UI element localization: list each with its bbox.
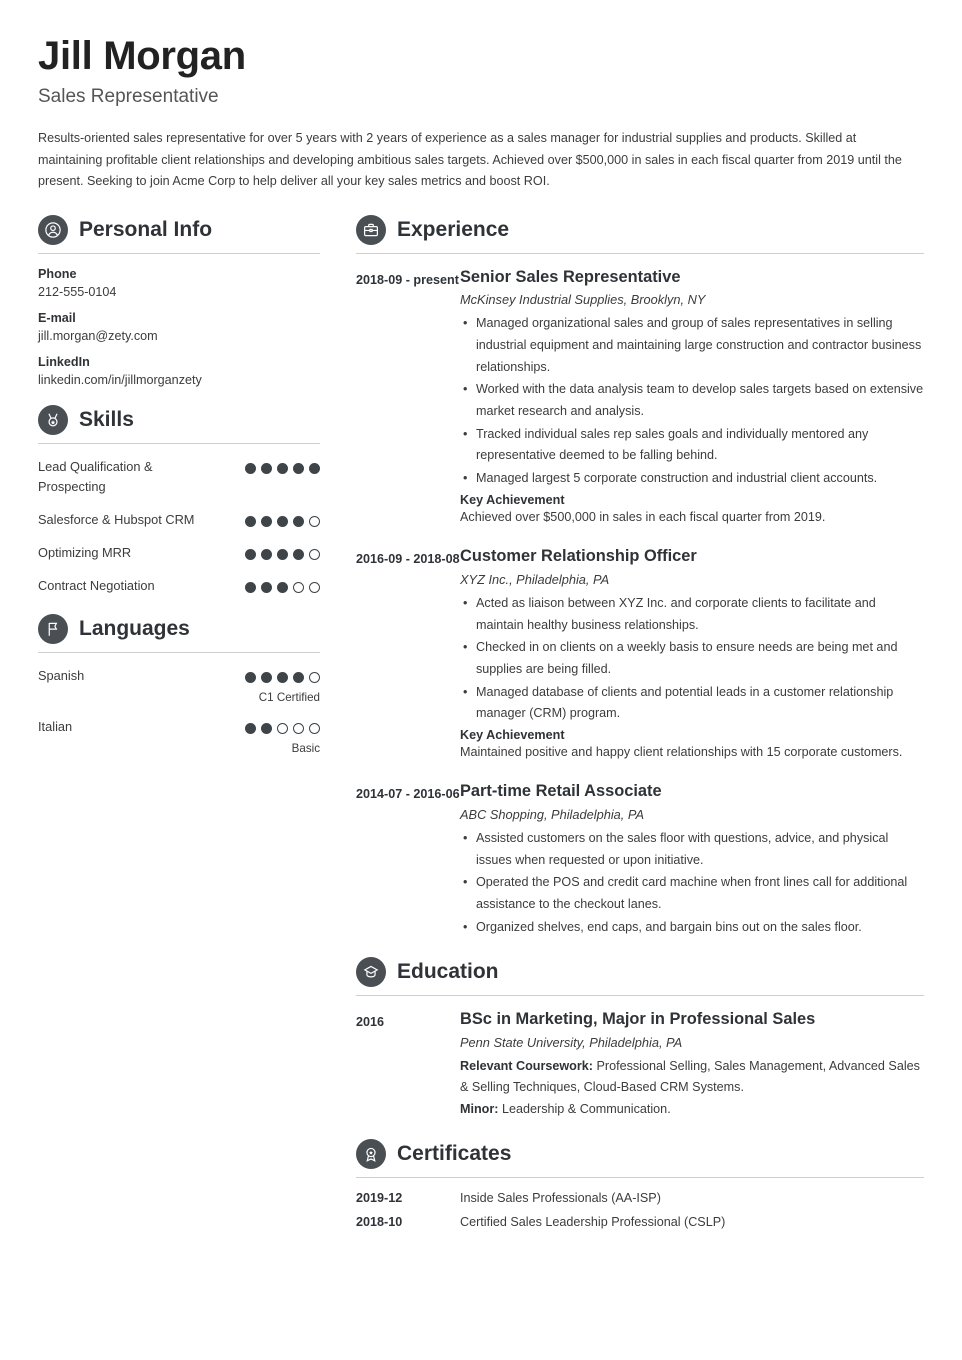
bullet-item: • Worked with the data analysis team to develop sales targets based on extensive market research and analysis. [476, 379, 924, 422]
experience-date: 2018-09 - present [356, 272, 459, 287]
experience-company: XYZ Inc., Philadelphia, PA [460, 571, 610, 587]
key-achievement-text: Achieved over $500,000 in sales in each fiscal quarter from 2019. [460, 509, 826, 524]
skill-rating [240, 510, 320, 530]
experience-entry [356, 781, 924, 939]
rating-dot [261, 516, 272, 527]
personal-info-value: linkedin.com/in/jillmorganzety [38, 372, 202, 387]
bullet-item: • Acted as liaison between XYZ Inc. and corporate clients to facilitate and maintain healthy business relationships. [476, 593, 924, 636]
language-row [38, 717, 320, 755]
bullet-item: • Managed organizational sales and group of sales representatives in selling industrial equipment and maintaining large construction and contractor business relationships. [476, 313, 924, 378]
bullet-item: • Assisted customers on the sales floor with questions, advice, and physical issues when requested or upon initiative. [476, 828, 924, 871]
skill-row [38, 510, 320, 530]
certificate-date: 2018-10 [356, 1214, 403, 1229]
rating-dot [261, 672, 272, 683]
education-school: Penn State University, Philadelphia, PA [460, 1034, 683, 1050]
personal-info-label: LinkedIn [38, 354, 90, 369]
rating-dot [245, 516, 256, 527]
personal-info-item [38, 267, 320, 299]
certificate-name: Inside Sales Professionals (AA-ISP) [460, 1190, 661, 1205]
rating-dot [293, 516, 304, 527]
rating-dots [240, 457, 320, 477]
language-rating [240, 717, 320, 755]
certificate-date: 2019-12 [356, 1190, 403, 1205]
rating-dot [293, 463, 304, 474]
professional-summary: Results-oriented sales representative for over 5 years with 2 years of experience as a sales manager for industrial supplies and products. Skilled at maintaining profitable client relationships and developing ambitious sales targets. Achieved over $500,000 in sales in each fiscal quarter from 2019 until the present. Seeking to join Acme Corp to help deliver all your key sales metrics and boost ROI. [38, 131, 902, 189]
candidate-name: Jill Morgan [38, 34, 246, 78]
section-education [356, 957, 924, 1120]
minor-text: Leadership & Communication. [501, 1102, 671, 1117]
rating-dot [261, 549, 272, 560]
experience-job-title: Customer Relationship Officer [460, 547, 697, 566]
rating-dot [293, 723, 304, 734]
bullet-item: • Operated the POS and credit card machine when front lines call for additional assistance to the checkout lanes. [476, 872, 924, 915]
rating-dot [277, 582, 288, 593]
language-name: Italian [38, 718, 73, 734]
key-achievement-label: Key Achievement [460, 727, 565, 742]
resume-body [38, 215, 924, 1247]
section-personal-info [38, 215, 320, 387]
award-icon [356, 1139, 386, 1169]
rating-dots [240, 666, 320, 686]
rating-dot [261, 723, 272, 734]
section-title-skills: Skills [79, 407, 134, 431]
personal-info-label: Phone [38, 266, 77, 281]
education-date: 2016 [356, 1015, 385, 1030]
skill-row [38, 576, 320, 596]
experience-bullets [460, 828, 924, 938]
section-header-certificates [356, 1139, 924, 1178]
rating-dot [245, 549, 256, 560]
rating-dot [245, 723, 256, 734]
rating-dot [277, 516, 288, 527]
skill-name: Optimizing MRR [38, 544, 132, 560]
coursework-text: Professional Selling, Sales Management, Advanced Sales & Selling Techniques, Cloud-Based CRM Systems. [460, 1058, 920, 1095]
skill-name: Lead Qualification & Prospecting [38, 458, 153, 494]
coursework-label: Relevant Coursework: [460, 1058, 593, 1073]
rating-dot [309, 582, 320, 593]
skill-name: Contract Negotiation [38, 577, 155, 593]
rating-dot [309, 463, 320, 474]
education-coursework [460, 1056, 924, 1099]
experience-bullets [460, 313, 924, 489]
certificate-row [356, 1215, 924, 1229]
section-header-experience [356, 215, 924, 254]
rating-dot [245, 582, 256, 593]
skill-row [38, 457, 320, 497]
experience-company: McKinsey Industrial Supplies, Brooklyn, NY [460, 292, 706, 308]
experience-entry [356, 267, 924, 528]
section-header-personal-info [38, 215, 320, 254]
section-certificates [356, 1139, 924, 1229]
section-header-languages [38, 614, 320, 653]
rating-dot [293, 549, 304, 560]
rating-dot [245, 672, 256, 683]
experience-date: 2014-07 - 2016-06 [356, 787, 460, 802]
section-header-skills [38, 405, 320, 444]
rating-dot [277, 672, 288, 683]
section-experience [356, 215, 924, 939]
rating-dot [293, 672, 304, 683]
rating-dots [240, 543, 320, 563]
education-entry [356, 1009, 924, 1120]
experience-details [460, 781, 924, 939]
experience-entry [356, 546, 924, 763]
rating-dots [240, 576, 320, 596]
briefcase-icon [356, 215, 386, 245]
experience-bullets [460, 593, 924, 725]
rating-dot [309, 672, 320, 683]
key-achievement-text: Maintained positive and happy client relationships with 15 corporate customers. [460, 744, 903, 759]
education-degree: BSc in Marketing, Major in Professional Sales [460, 1010, 816, 1029]
language-rating [240, 666, 320, 704]
bullet-item: • Tracked individual sales rep sales goals and individually mentored any representative deemed to be falling behind. [476, 424, 924, 467]
rating-dot [245, 463, 256, 474]
right-column [356, 215, 924, 1247]
rating-dot [261, 582, 272, 593]
section-title-languages: Languages [79, 616, 190, 640]
certificate-row [356, 1191, 924, 1205]
language-row [38, 666, 320, 704]
section-languages [38, 614, 320, 755]
rating-dot [277, 463, 288, 474]
experience-job-title: Senior Sales Representative [460, 267, 681, 286]
rating-dot [309, 549, 320, 560]
personal-info-value: 212-555-0104 [38, 284, 117, 299]
language-level-note: C1 Certified [258, 690, 320, 704]
section-title-experience: Experience [397, 217, 510, 241]
rating-dot [309, 516, 320, 527]
key-achievement-label: Key Achievement [460, 492, 565, 507]
rating-dot [277, 549, 288, 560]
experience-details [460, 267, 924, 528]
skill-name: Salesforce & Hubspot CRM [38, 511, 195, 527]
certificate-name: Certified Sales Leadership Professional (CSLP) [460, 1214, 726, 1229]
education-details [460, 1009, 924, 1120]
graduation-cap-icon [356, 957, 386, 987]
experience-company: ABC Shopping, Philadelphia, PA [460, 806, 645, 822]
medal-icon [38, 405, 68, 435]
experience-date: 2016-09 - 2018-08 [356, 552, 460, 567]
skill-rating [240, 543, 320, 563]
rating-dots [240, 510, 320, 530]
experience-details [460, 546, 924, 763]
language-name: Spanish [38, 667, 85, 683]
rating-dot [293, 582, 304, 593]
personal-info-label: E-mail [38, 310, 76, 325]
minor-label: Minor: [460, 1102, 499, 1117]
personal-info-item [38, 355, 320, 387]
flag-icon [38, 614, 68, 644]
section-title-personal-info: Personal Info [79, 217, 213, 241]
section-skills [38, 405, 320, 596]
bullet-item: • Managed database of clients and potential leads in a customer relationship manager (CRM) program. [476, 682, 924, 725]
personal-info-value: jill.morgan@zety.com [38, 328, 158, 343]
section-title-certificates: Certificates [397, 1141, 512, 1165]
bullet-item: • Organized shelves, end caps, and bargain bins out on the sales floor. [476, 917, 924, 939]
rating-dot [309, 723, 320, 734]
skill-rating [240, 457, 320, 477]
left-column [38, 215, 320, 773]
skill-rating [240, 576, 320, 596]
bullet-item: • Checked in on clients on a weekly basis to ensure needs are being met and supplies are being filled. [476, 637, 924, 680]
rating-dot [277, 723, 288, 734]
skill-row [38, 543, 320, 563]
personal-info-item [38, 311, 320, 343]
education-minor [460, 1099, 924, 1121]
section-title-education: Education [397, 960, 499, 984]
candidate-job-title: Sales Representative [38, 86, 219, 107]
bullet-item: • Managed largest 5 corporate construction and industrial client accounts. [476, 468, 924, 490]
rating-dots [240, 717, 320, 737]
language-level-note: Basic [291, 741, 320, 755]
experience-job-title: Part-time Retail Associate [460, 782, 662, 801]
section-header-education [356, 957, 924, 996]
user-circle-icon [38, 215, 68, 245]
rating-dot [261, 463, 272, 474]
